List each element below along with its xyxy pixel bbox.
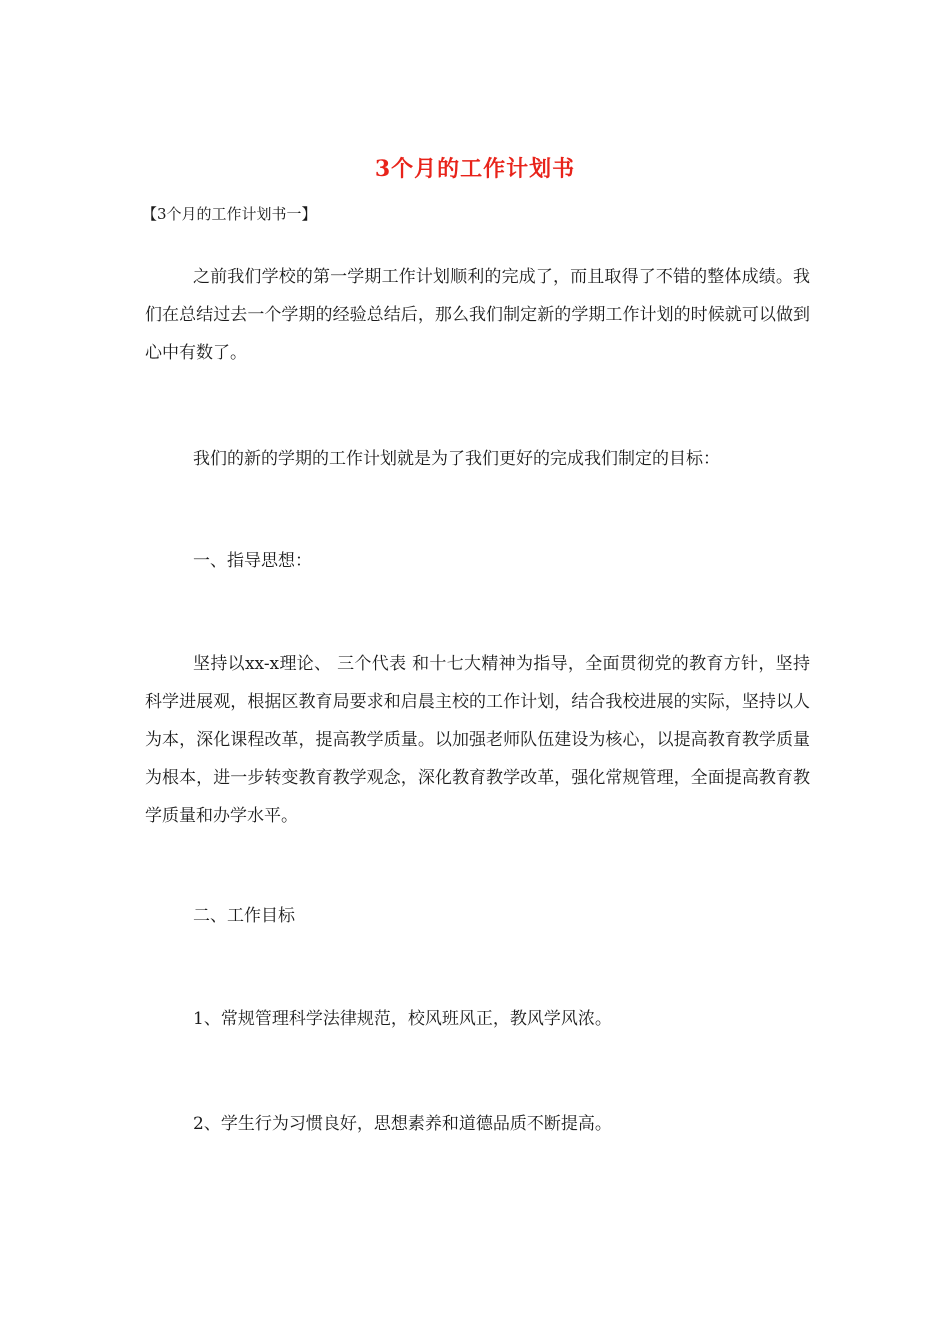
- paragraph-goal-statement: 我们的新的学期的工作计划就是为了我们更好的完成我们制定的目标：: [193, 449, 720, 469]
- document-title: 3个月的工作计划书: [374, 156, 576, 182]
- heading-guiding-ideology: 一、指导思想：: [193, 551, 312, 571]
- section-subtitle: 【3个月的工作计划书一】: [142, 205, 317, 223]
- list-item-goal-1: 1、常规管理科学法律规范，校风班风正，教风学风浓。: [193, 1009, 612, 1029]
- paragraph-guiding-ideology: 坚持以xx-x理论、 三个代表 和十七大精神为指导，全面贯彻党的教育方针，坚持科学进展观，根据区教育局要求和启晨主校的工作计划，结合我校进展的实际，坚持以人为本，深化课程改革，提高教学质量。以加强老师队伍建设为核心，以提高教育教学质量为根本，进一步转变教育教学观念，深化教育教学改革，强化常规管理，全面提高教育教学质量和办学水平。: [145, 654, 810, 826]
- heading-work-goals: 二、工作目标: [193, 906, 295, 926]
- paragraph-intro: 之前我们学校的第一学期工作计划顺利的完成了，而且取得了不错的整体成绩。我们在总结过去一个学期的经验总结后，那么我们制定新的学期工作计划的时候就可以做到心中有数了。: [145, 267, 810, 363]
- list-item-goal-2: 2、学生行为习惯良好，思想素养和道德品质不断提高。: [193, 1114, 612, 1134]
